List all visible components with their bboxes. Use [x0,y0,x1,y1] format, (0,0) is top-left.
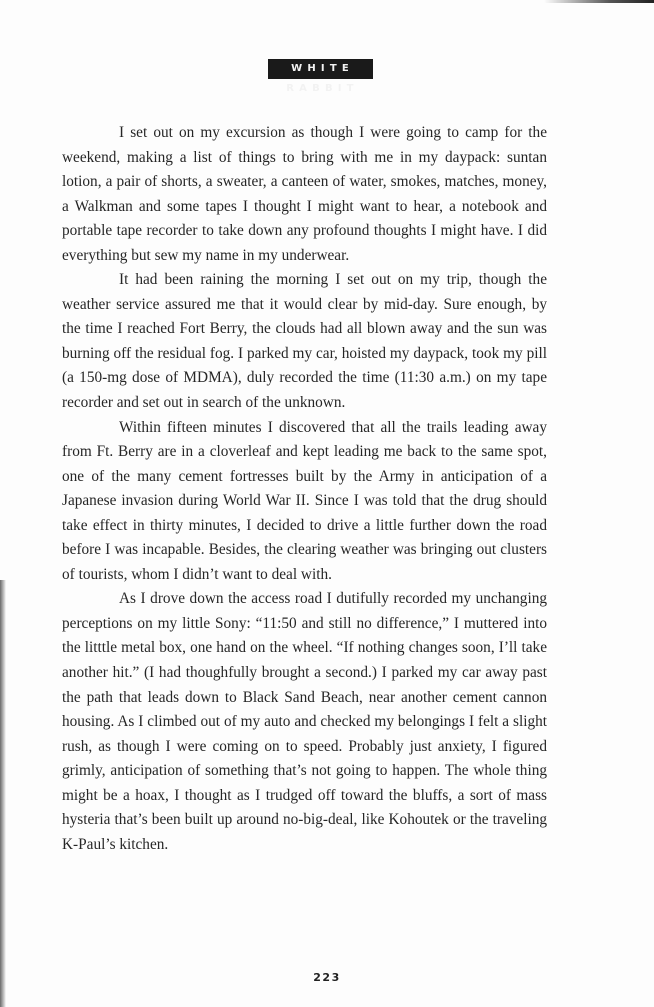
page-edge-shadow [544,0,654,3]
paragraph: As I drove down the access road I dutifully recorded my unchanging perceptions on my little Sony: “11:50 and still no difference,” I muttered into the litttle metal box, one hand on the wheel. “If nothing changes soon, I’ll take another hit.” (I had thoughfully brought a second.) I parked my car away past the path that leads down to Black Sand Beach, near another cement cannon housing. As I climbed out of my auto and checked my belongings I felt a slight rush, as though I were coming on to speed. Probably just anxiety, I figured grimly, anticipation of something that’s not going to happen. The whole thing might be a hoax, I thought as I trudged off toward the bluffs, a sort of mass hysteria that’s been built up around no-big-deal, like Kohoutek or the traveling K-Paul’s kitchen. [62,590,547,853]
paragraph: It had been raining the morning I set out on my trip, though the weather service assured me that it would clear by mid-day. Sure enough, by the time I reached Fort Berry, the clouds had all blown away and the sun was burning off the residual fog. I parked my car, hoisted my daypack, took my pill (a 150-mg dose of MDMA), duly recorded the time (11:30 a.m.) on my tape recorder and set out in search of the unknown. [62,271,547,412]
page-number: 223 [313,971,341,984]
paragraph: I set out on my excursion as though I were going to camp for the weekend, making a list of things to bring with me in my daypack: suntan lotion, a pair of shorts, a sweater, a canteen of water, smokes, matches, money, a Walkman and some tapes I thought I might want to hear, a notebook and portable tape recorder to take down any profound thoughts I might have. I did everything but sew my name in my underwear. [62,124,547,264]
body-text [62,121,547,857]
paragraph: Within fifteen minutes I discovered that all the trails leading away from Ft. Berry are in a cloverleaf and kept leading me back to the same spot, one of the many cement fortresses built by the Army in anticipation of a Japanese invasion during World War II. Since I was told that the drug should take effect in thirty minutes, I decided to drive a little further down the road before I was incapable. Besides, the clearing weather was bringing out clusters of tourists, whom I didn’t want to deal with. [62,418,547,583]
binding-shadow [0,580,6,1007]
running-head: WHITE RABBIT [268,59,373,79]
